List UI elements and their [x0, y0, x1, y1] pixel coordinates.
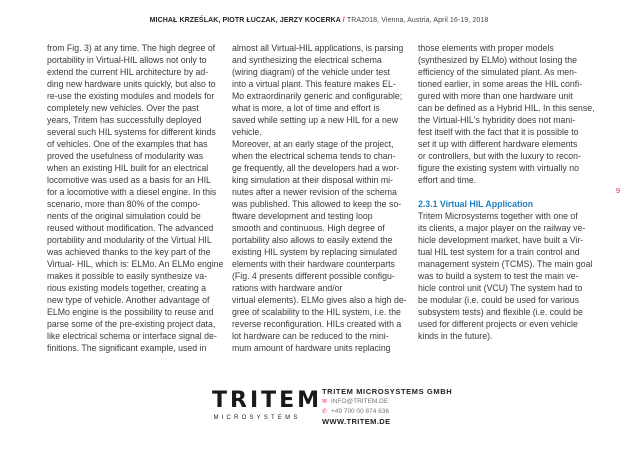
text-line: its clients, a major player on the railway ve-	[418, 223, 586, 234]
text-line: hicle development market, have built a Vir-	[418, 235, 584, 246]
text-line: portability also allows to easily extend the	[232, 235, 393, 246]
text-line: rations with hardware and/or	[232, 283, 343, 294]
text-line: when an existing HIL built for an electrical	[47, 163, 209, 174]
email-line	[322, 397, 452, 407]
text-column-2	[232, 42, 416, 354]
text-line: reused without modification. The advanced	[47, 223, 214, 234]
text-line: gree of scalability to the HIL system, i.e. the	[232, 307, 401, 318]
text-line: those elements with proper models	[418, 43, 554, 53]
text-line: subsystem tests) and flexible (i.e. could be	[418, 307, 583, 318]
text-line: reverse reconfiguration. HILs created with a	[232, 319, 402, 330]
text-line: ding new hardware units quickly, but also to	[47, 79, 216, 90]
text-line: nents of the original simulation could be	[47, 211, 201, 222]
phone-line	[322, 407, 452, 417]
phone-icon: ✆	[322, 409, 328, 415]
text-line: or controllers, but with the luxury to recon-	[418, 151, 581, 162]
tritem-logo	[212, 388, 323, 433]
text-line: scenario, more than 80% of the compo-	[47, 199, 201, 210]
text-line: lot hardware can be reduced to the mini-	[232, 331, 389, 342]
text-line: king simulation at their disposal within mi-	[232, 175, 393, 186]
text-line	[418, 186, 602, 198]
text-line: rious existing models together, creating a	[47, 283, 207, 294]
text-column-3	[418, 42, 602, 342]
text-line: portability and modularity of the Virtual HIL	[47, 235, 212, 246]
text-line: management system (TCMS). The main goal	[418, 259, 593, 270]
email-text[interactable]: INFO@TRITEM.DE	[331, 398, 389, 405]
logo-wordmark: TRITEM	[212, 388, 323, 413]
envelope-icon: ✉	[322, 399, 328, 405]
header-separator: /	[342, 17, 345, 24]
text-line: for a locomotive with a diesel engine. In this	[47, 187, 217, 198]
text-line: fest itself with the fact that it is possible to	[418, 127, 579, 138]
page-number: 9	[615, 186, 621, 195]
text-line: makes it possible to easily synthesize va-	[47, 271, 207, 282]
text-line: and synthesizing the electrical schema	[232, 55, 382, 66]
company-name: TRITEM MICROSYSTEMS GMBH	[322, 387, 453, 396]
text-line: proved the usefulness of modularity was	[47, 151, 204, 162]
text-line: (synthesized by ELMo) without losing the	[418, 55, 578, 66]
text-line: mum amount of hardware units replacing	[232, 343, 391, 354]
phone-text: +49 700 00 874 836	[331, 408, 390, 415]
text-line: ge frequently, all the developers had a wor-	[232, 163, 400, 174]
text-line: parse some of the pre-existing project data,	[47, 319, 216, 330]
logo-subtitle: MICROSYSTEMS	[213, 415, 301, 421]
text-line: figure the existing system with virtually no	[418, 163, 579, 174]
text-line: into a virtual plant. This feature makes EL-	[232, 79, 396, 90]
text-line: (Fig. 4 presents different possible configu-	[232, 271, 395, 282]
text-line: Tritem Microsystems together with one of	[418, 211, 578, 222]
text-line: was achieved thanks to the key part of the	[47, 247, 211, 258]
text-line: locomotive was used as a basis for an HIL	[47, 175, 211, 186]
text-line: completely new vehicles. Over the past	[47, 103, 199, 114]
text-line: virtual elements). ELMo gives also a high de-	[232, 295, 407, 306]
running-header	[0, 17, 638, 24]
text-line: from Fig. 3) at any time. The high degree of	[47, 43, 216, 53]
text-line: vehicle.	[232, 127, 262, 138]
text-line: Moreover, at an early stage of the project,	[232, 139, 394, 150]
text-line: like electrical schema or interface signal de-	[47, 331, 217, 342]
text-line: kinds in the future).	[418, 331, 493, 342]
text-line: elements with their hardware counterparts	[232, 259, 395, 270]
header-authors: MICHAŁ KRZEŚLAK, PIOTR ŁUCZAK, JERZY KOCERKA	[149, 17, 341, 24]
text-line: (wiring diagram) of the vehicle under test	[232, 67, 391, 78]
text-line: ftware development and testing loop	[232, 211, 373, 222]
text-line: Virtual- HIL, which is: ELMo. An ELMo engine	[47, 259, 224, 270]
text-line: nutes after a newer revision of the schema	[232, 187, 397, 198]
text-line: hicle control unit (VCU) The system had to	[418, 283, 583, 294]
section-heading: 2.3.1 Virtual HIL Application	[418, 199, 534, 210]
text-line: what is more, a lot of time and effort is	[232, 103, 380, 114]
text-line: tioned earlier, in some areas the HIL confi-	[418, 79, 583, 90]
text-line: was to build a system to test the main ve-	[418, 271, 579, 282]
text-line: new type of vehicle. Another advantage of	[47, 295, 210, 306]
text-line: existing HIL system by replacing simulated	[232, 247, 398, 258]
contact-block	[322, 387, 452, 427]
text-line: finitions. The significant example, used in	[47, 343, 207, 354]
text-line: portability in Virtual-HIL allows not only to	[47, 55, 207, 66]
text-line: be modular (i.e. could be used for various	[418, 295, 579, 306]
text-line: tual HIL test system for a train control and	[418, 247, 580, 258]
text-line: set it up with different hardware elements	[418, 139, 578, 150]
text-line: almost all Virtual-HIL applications, is parsing	[232, 43, 404, 53]
text-line: several such HIL systems for different kinds	[47, 127, 216, 138]
text-line: ELMo engine is the possibility to reuse and	[47, 307, 214, 318]
text-line: saved while setting up a new HIL for a new	[232, 115, 399, 126]
website-link[interactable]: WWW.TRITEM.DE	[322, 417, 391, 426]
text-line: extend the current HIL architecture by ad-	[47, 67, 209, 78]
text-line: efficiency of the simulated plant. As men-	[418, 67, 577, 78]
text-line: can be defined as a Hybrid HIL. In this sense,	[418, 103, 595, 114]
text-line: smooth and continuous. High degree of	[232, 223, 385, 234]
text-line: gured with more than one hardware unit	[418, 91, 573, 102]
text-line: re-use the existing modules and models for	[47, 91, 215, 102]
text-line: years, Tritem has successfully deployed	[47, 115, 202, 126]
text-line: the Virtual-HIL's hybridity does not mani-	[418, 115, 576, 126]
text-line: of vehicles. One of the examples that has	[47, 139, 208, 150]
text-line: effort and time.	[418, 175, 477, 186]
text-line: when the electrical schema tends to chan-	[232, 151, 396, 162]
header-venue: TRA2018, Vienna, Austria, April 16-19, 2018	[346, 17, 489, 24]
text-column-1	[47, 42, 231, 354]
text-line: used for different projects or even vehicle	[418, 319, 578, 330]
text-line: was published. This allowed to keep the so-	[232, 199, 402, 210]
text-line: Mo extraordinarily generic and configurable;	[232, 91, 403, 102]
